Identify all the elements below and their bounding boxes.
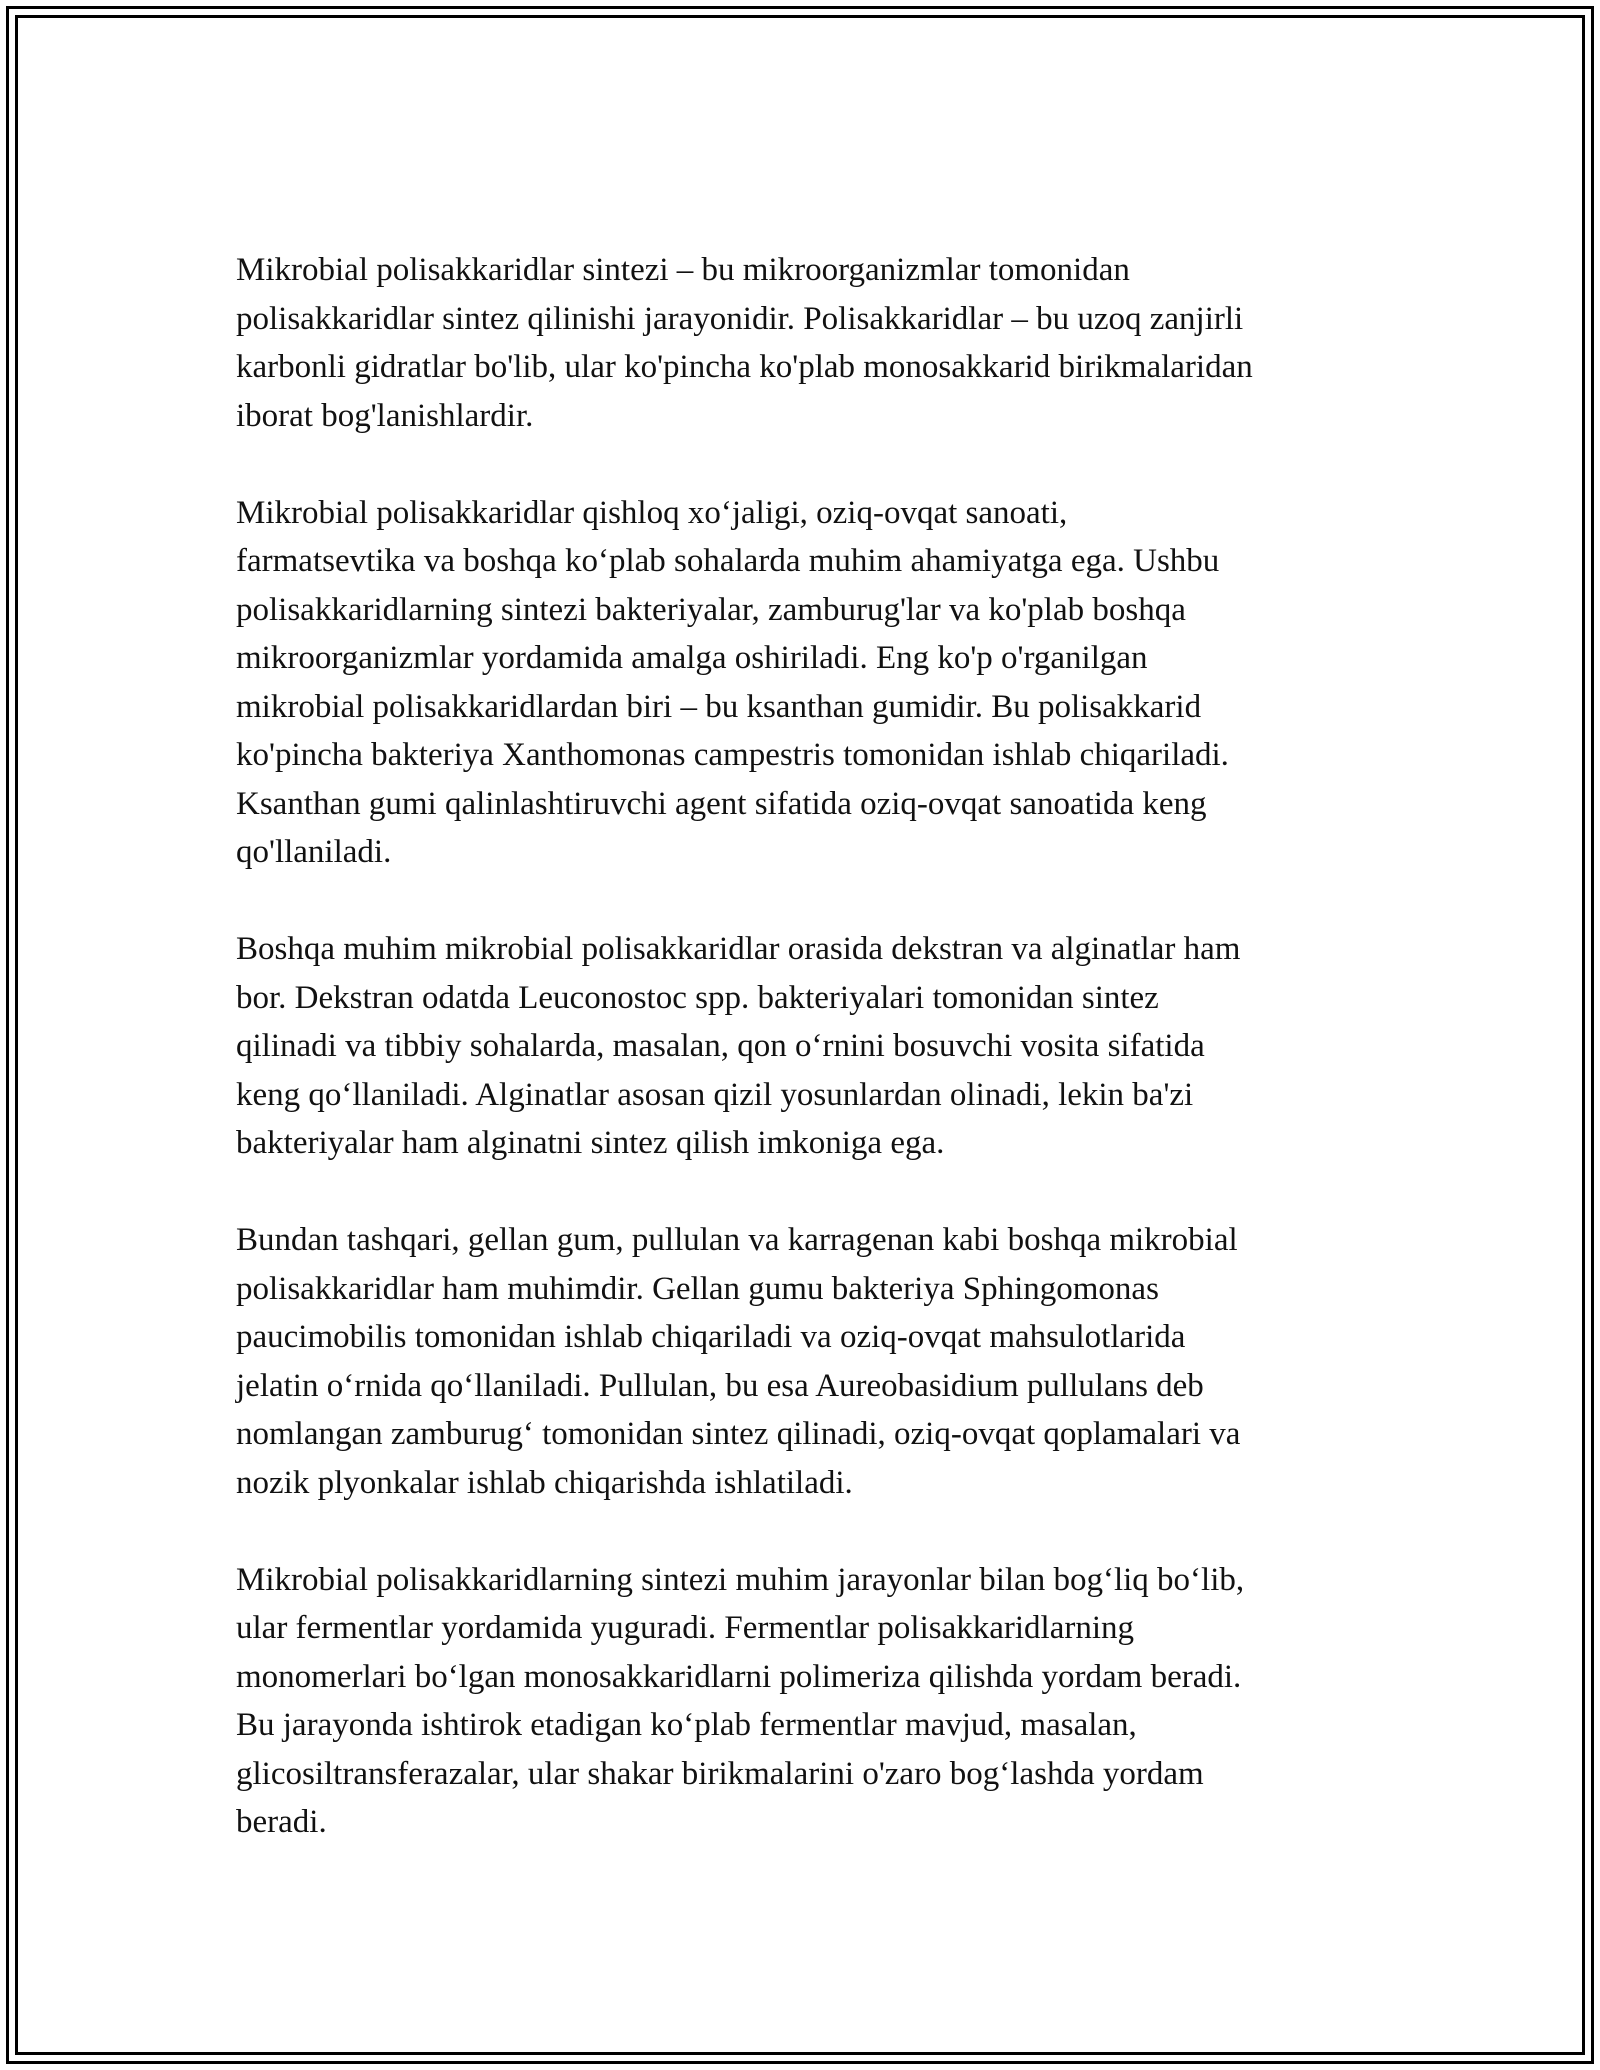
text-line: mikrobial polisakkaridlardan biri – bu ksanthan gumidir. Bu polisakkarid: [236, 688, 1202, 725]
text-line: qo'llaniladi.: [236, 834, 392, 870]
text-line: Boshqa muhim mikrobial polisakkaridlar orasida dekstran va alginatlar ham: [236, 931, 1241, 967]
text-line: nomlangan zamburug‘ tomonidan sintez qilinadi, oziq-ovqat qoplamalari va: [236, 1416, 1241, 1452]
text-line: farmatsevtika va boshqa ko‘plab sohalarda muhim ahamiyatga ega. Ushbu: [236, 543, 1220, 579]
document-body: [236, 246, 1376, 1895]
paragraph-2: [236, 489, 1376, 877]
text-line: ko'pincha bakteriya Xanthomonas campestris tomonidan ishlab chiqariladi.: [236, 737, 1229, 773]
text-line: polisakkaridlarning sintezi bakteriyalar, zamburug'lar va ko'plab boshqa: [236, 591, 1186, 628]
text-line: nozik plyonkalar ishlab chiqarishda ishlatiladi.: [236, 1464, 853, 1501]
text-line: iborat bog'lanishlardir.: [236, 397, 534, 434]
text-line: bakteriyalar ham alginatni sintez qilish imkoniga ega.: [236, 1125, 945, 1161]
text-line: karbonli gidratlar bo'lib, ular ko'pincha ko'plab monosakkarid birikmalaridan: [236, 349, 1253, 385]
text-line: qilinadi va tibbiy sohalarda, masalan, qon o‘rnini bosuvchi vosita sifatida: [236, 1028, 1205, 1064]
paragraph-3: [236, 925, 1376, 1168]
text-line: glicosiltransferazalar, ular shakar birikmalarini o'zaro bog‘lashda yordam: [236, 1755, 1204, 1792]
paragraph-5: [236, 1556, 1376, 1847]
text-line: paucimobilis tomonidan ishlab chiqariladi va oziq-ovqat mahsulotlarida: [236, 1319, 1186, 1355]
text-line: Mikrobial polisakkaridlarning sintezi muhim jarayonlar bilan bog‘liq bo‘lib,: [236, 1561, 1245, 1598]
text-line: mikroorganizmlar yordamida amalga oshiriladi. Eng ko'p o'rganilgan: [236, 640, 1148, 676]
text-line: Ksanthan gumi qalinlashtiruvchi agent sifatida oziq-ovqat sanoatida keng: [236, 785, 1207, 822]
text-line: polisakkaridlar sintez qilinishi jarayonidir. Polisakkaridlar – bu uzoq zanjirli: [236, 300, 1244, 337]
text-line: bor. Dekstran odatda Leuconostoc spp. bakteriyalari tomonidan sintez: [236, 979, 1159, 1016]
text-line: beradi.: [236, 1804, 327, 1840]
text-line: Mikrobial polisakkaridlar sintezi – bu mikroorganizmlar tomonidan: [236, 252, 1130, 288]
paragraph-1: [236, 246, 1376, 440]
text-line: polisakkaridlar ham muhimdir. Gellan gumu bakteriya Sphingomonas: [236, 1270, 1159, 1307]
text-line: Bundan tashqari, gellan gum, pullulan va karragenan kabi boshqa mikrobial: [236, 1222, 1238, 1258]
text-line: Bu jarayonda ishtirok etadigan ko‘plab fermentlar mavjud, masalan,: [236, 1707, 1137, 1743]
text-line: keng qo‘llaniladi. Alginatlar asosan qizil yosunlardan olinadi, lekin ba'zi: [236, 1076, 1194, 1113]
text-line: ular fermentlar yordamida yuguradi. Fermentlar polisakkaridlarning: [236, 1610, 1135, 1646]
text-line: Mikrobial polisakkaridlar qishloq xo‘jaligi, oziq-ovqat sanoati,: [236, 494, 1068, 531]
text-line: jelatin o‘rnida qo‘llaniladi. Pullulan, bu esa Aureobasidium pullulans deb: [236, 1367, 1204, 1404]
paragraph-4: [236, 1216, 1376, 1507]
text-line: monomerlari bo‘lgan monosakkaridlarni polimeriza qilishda yordam beradi.: [236, 1658, 1242, 1695]
